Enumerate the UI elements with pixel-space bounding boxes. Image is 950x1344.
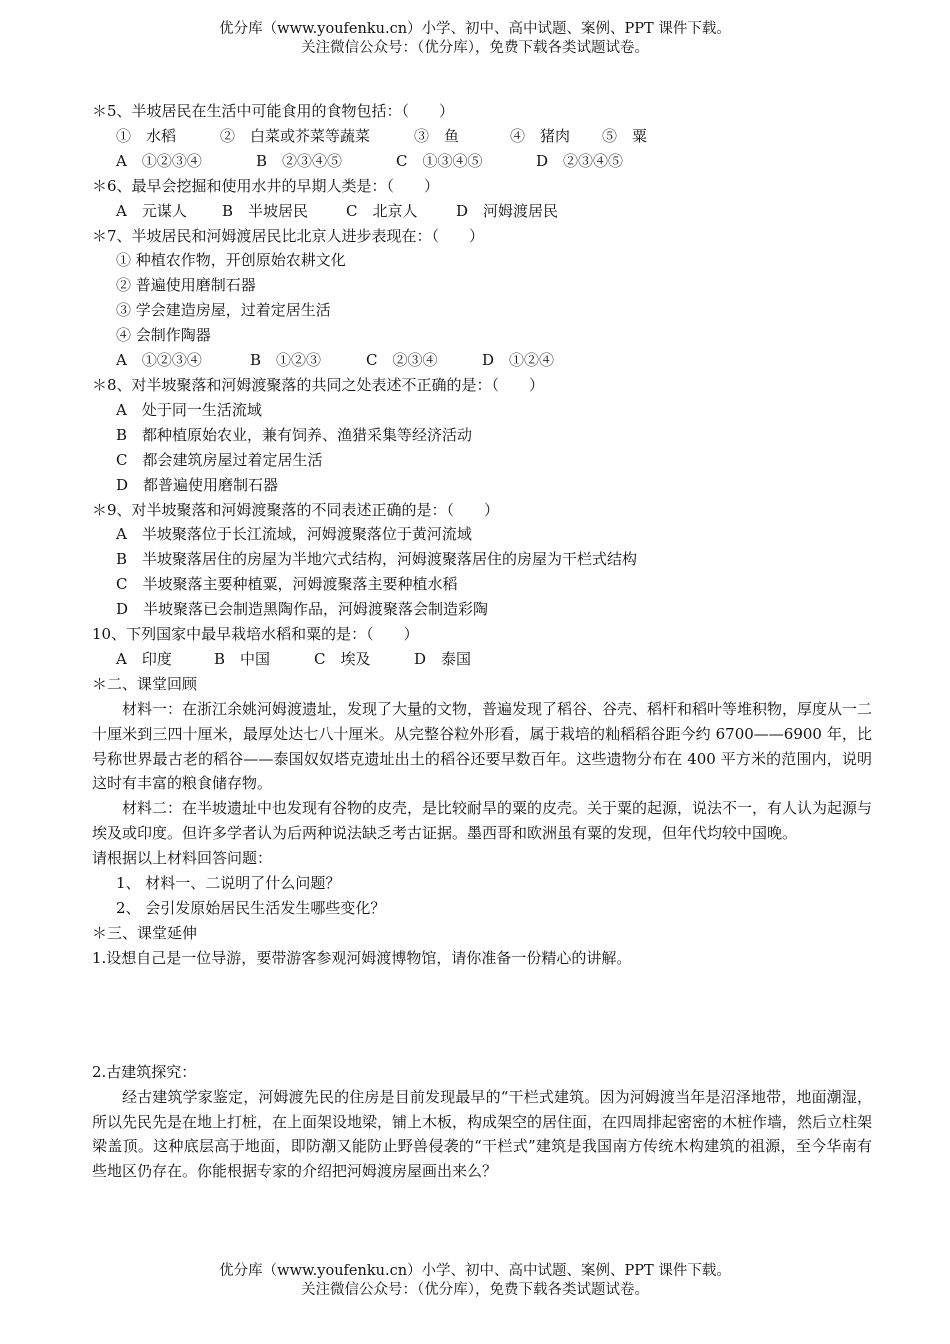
q5-item-4: ④ 猪肉 xyxy=(510,126,571,145)
q10-option-c: C 埃及 xyxy=(314,649,371,668)
q5-item-3: ③ 鱼 xyxy=(414,126,460,145)
question-10-options xyxy=(92,647,872,672)
q7-option-d: D ①②④ xyxy=(482,351,555,370)
q7-item-2: ② 普遍使用磨制石器 xyxy=(116,276,256,295)
q5-option-a: A ①②③④ xyxy=(116,151,202,170)
section-2-question-2: 2、 会引发原始居民生活发生哪些变化？ xyxy=(116,899,386,917)
section-3-title: ＊三、课堂延伸 xyxy=(92,923,198,942)
section-2-prompt: 请根据以上材料回答问题： xyxy=(92,849,273,868)
q6-option-d: D 河姆渡居民 xyxy=(456,201,559,220)
section-3-task-2-body: 经古建筑学家鉴定，河姆渡先民的住房是目前发现最早的“干栏式建筑。因为河姆渡当年是沼泽地带，地面潮湿，所以先民先是在地上打桩，在上面架设地梁，铺上木板，构成架空的居住面，在四周排起密密的木桩作墙，然后立柱架梁盖顶。这种底层高于地面，即防潮又能防止野兽侵袭的“干栏式”建筑是我国南方传统木构建筑的祖源，至今华南有些地区仍存在。你能根据专家的介绍把河姆渡房屋画出来么？ xyxy=(92,1087,873,1181)
q7-option-b: B ①②③ xyxy=(250,351,322,370)
q8-option-c: C 都会建筑房屋过着定居生活 xyxy=(116,450,323,469)
q10-option-d: D 泰国 xyxy=(414,649,472,668)
section-2-title: ＊二、课堂回顾 xyxy=(92,674,198,693)
header-line-2: 关注微信公众号：（优分库），免费下载各类试题试卷。 xyxy=(301,40,649,56)
question-7-options xyxy=(92,348,872,373)
q7-item-3: ③ 学会建造房屋，过着定居生活 xyxy=(116,301,331,320)
q8-option-a: A 处于同一生活流域 xyxy=(116,400,262,419)
footer-line-1: 优分库（www.youfenku.cn）小学、初中、高中试题、案例、PPT 课件下载。 xyxy=(219,1263,731,1279)
q7-item-4: ④ 会制作陶器 xyxy=(116,326,211,345)
q5-option-c: C ①③④⑤ xyxy=(396,151,483,170)
question-8-stem: ＊8、对半坡聚落和河姆渡聚落的共同之处表述不正确的是：（ ） xyxy=(92,375,545,394)
answer-space xyxy=(92,971,872,1060)
q5-item-2: ② 白菜或芥菜等蔬菜 xyxy=(220,126,371,145)
question-6-stem: ＊6、最早会挖掘和使用水井的早期人类是：（ ） xyxy=(92,176,440,195)
q10-option-b: B 中国 xyxy=(214,649,271,668)
footer-line-2: 关注微信公众号：（优分库），免费下载各类试题试卷。 xyxy=(301,1282,649,1298)
page-header xyxy=(0,20,950,58)
document-body xyxy=(92,99,872,1184)
q8-option-b: B 都种植原始农业，兼有饲养、渔猎采集等经济活动 xyxy=(116,425,473,444)
question-5-items xyxy=(92,124,872,149)
question-5-stem: ＊5、半坡居民在生活中可能食用的食物包括：（ ） xyxy=(92,102,455,120)
q5-option-d: D ②③④⑤ xyxy=(536,151,624,170)
q9-option-c: C 半坡聚落主要种植粟，河姆渡聚落主要种植水稻 xyxy=(116,575,458,594)
header-line-1: 优分库（www.youfenku.cn）小学、初中、高中试题、案例、PPT 课件下载。 xyxy=(219,21,731,37)
q7-option-c: C ②③④ xyxy=(366,351,438,370)
q9-option-d: D 半坡聚落已会制造黑陶作品，河姆渡聚落会制造彩陶 xyxy=(116,600,489,619)
question-10-stem: 10、下列国家中最早栽培水稻和粟的是：（ ） xyxy=(92,625,419,644)
question-5-options xyxy=(92,149,872,174)
question-9-stem: ＊9、对半坡聚落和河姆渡聚落的不同表述正确的是：（ ） xyxy=(92,500,500,519)
question-6-options xyxy=(92,199,872,224)
q6-option-c: C 北京人 xyxy=(346,201,418,220)
material-2: 材料二：在半坡遗址中也发现有谷物的皮壳，是比较耐旱的粟的皮壳。关于粟的起源，说法不一，有人认为起源与埃及或印度。但许多学者认为后两种说法缺乏考古证据。墨西哥和欧洲虽有粟的发现，但年代均较中国晚。 xyxy=(92,799,873,843)
section-3-task-1: 1.设想自己是一位导游，要带游客参观河姆渡博物馆，请你准备一份精心的讲解。 xyxy=(92,948,632,967)
section-3-task-2-title: 2.古建筑探究： xyxy=(92,1062,197,1081)
section-2-question-1: 1、 材料一、二说明了什么问题？ xyxy=(116,874,341,893)
page-footer xyxy=(0,1262,950,1300)
q9-option-a: A 半坡聚落位于长江流域，河姆渡聚落位于黄河流域 xyxy=(116,525,472,544)
q8-option-d: D 都普遍使用磨制石器 xyxy=(116,475,279,494)
q7-item-1: ① 种植农作物，开创原始农耕文化 xyxy=(116,251,346,270)
question-7-stem: ＊7、半坡居民和河姆渡居民比北京人进步表现在：（ ） xyxy=(92,226,485,245)
q5-item-5: ⑤ 粟 xyxy=(602,126,648,145)
q9-option-b: B 半坡聚落居住的房屋为半地穴式结构，河姆渡聚落居住的房屋为干栏式结构 xyxy=(116,550,638,569)
q5-item-1: ① 水稻 xyxy=(116,126,177,145)
q6-option-a: A 元谋人 xyxy=(116,201,187,220)
q7-option-a: A ①②③④ xyxy=(116,351,202,370)
q6-option-b: B 半坡居民 xyxy=(222,201,309,220)
q5-option-b: B ②③④⑤ xyxy=(256,151,343,170)
q10-option-a: A 印度 xyxy=(116,649,172,668)
material-1: 材料一：在浙江余姚河姆渡遗址，发现了大量的文物，普遍发现了稻谷、谷壳、稻杆和稻叶等堆积物，厚度从一二十厘米到三四十厘米，最厚处达七八十厘米。从完整谷粒外形看，属于栽培的籼稻稻谷距今约 6700——6900 年，比号称世界最古老的稻谷——泰国奴奴塔克遗址出土的稻谷还要早数百年。这些遗物分布在 400 平方米的范围内，说明这时有丰富的粮食储存物。 xyxy=(92,699,873,793)
